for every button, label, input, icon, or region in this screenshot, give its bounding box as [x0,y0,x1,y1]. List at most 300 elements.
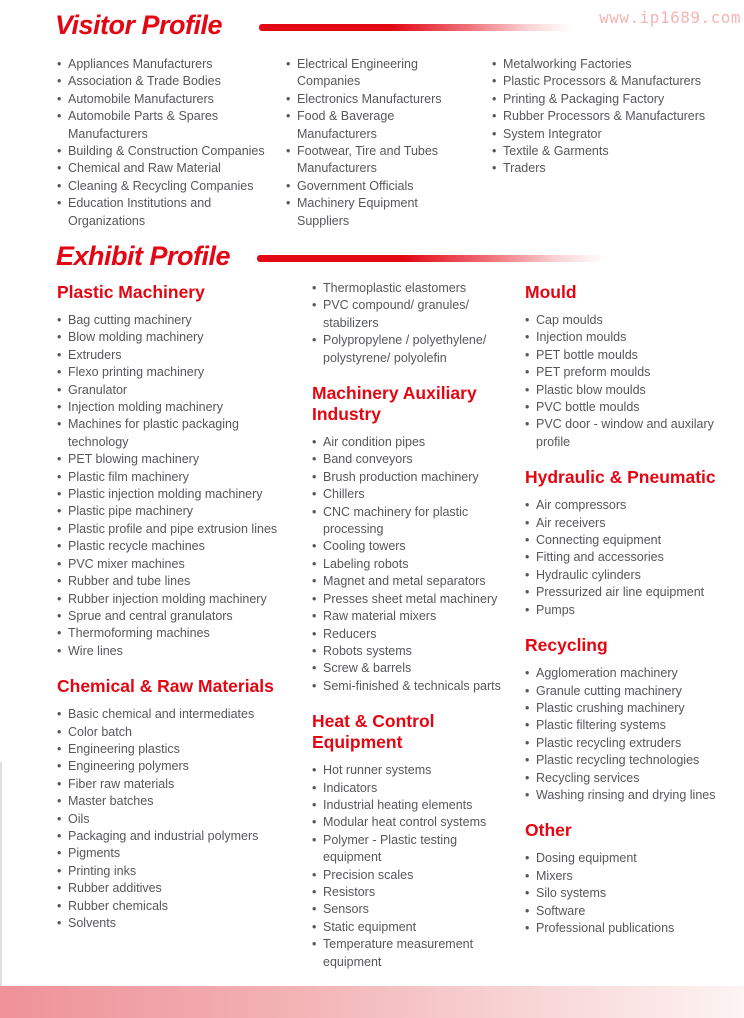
list-item-text: Dosing equipment [536,851,637,866]
list-item [312,469,517,486]
list-item-text: Magnet and metal separators [323,574,486,589]
bullet-icon: • [312,281,317,295]
bullet-icon: • [57,759,62,774]
list-item [286,108,473,143]
section-list [57,312,295,660]
list-item-text: Static equipment [323,919,417,934]
list-item-text: Food & Baverage Manufacturers [297,109,395,141]
bullet-icon: • [57,521,62,536]
list-item [312,573,517,590]
bullet-icon: • [312,661,317,676]
list-item [312,814,517,831]
bullet-icon: • [525,533,530,548]
list-item-text: Plastic crushing machinery [536,700,685,715]
list-item-text: Semi-finished & technicals parts [323,678,501,693]
list-item [57,608,295,625]
list-item [525,382,743,399]
list-item [57,625,295,642]
section-list [525,312,743,451]
list-item [57,521,295,538]
bullet-icon: • [57,724,62,739]
section-heading: Plastic Machinery [57,282,205,302]
list-item [525,700,743,717]
list-item [57,758,295,775]
bullet-icon: • [312,678,317,693]
list-item-text: Plastic pipe machinery [68,504,194,519]
list-item [57,56,282,73]
visitor-column-2 [286,56,473,230]
section-list [312,434,517,695]
list-item-text: Plastic recycling technologies [536,753,700,768]
list-item-text: PVC bottle moulds [536,400,640,415]
list-item [525,347,743,364]
list-item-text: PET preform moulds [536,365,651,380]
list-item-text: PVC compound/ granules/ stabilizers [323,298,469,330]
bullet-icon: • [525,400,530,415]
bullet-icon: • [525,365,530,380]
list-item-text: Sprue and central granulators [68,608,233,623]
list-item [492,126,742,143]
bullet-icon: • [57,330,62,345]
bullet-icon: • [525,718,530,733]
list-item [57,845,295,862]
list-item [57,178,282,195]
bullet-icon: • [57,846,62,861]
list-item [525,903,743,920]
bullet-icon: • [525,787,530,802]
list-item-text: Plastic Processors & Manufacturers [503,74,701,89]
list-item-text: Automobile Manufacturers [68,91,214,106]
list-item [492,56,742,73]
list-item-text: Hydraulic cylinders [536,567,641,582]
bullet-icon: • [525,851,530,866]
list-item-text: Industrial heating elements [323,797,473,812]
watermark-text: www.ip1689.com [599,8,741,27]
bullet-icon: • [525,753,530,768]
bullet-icon: • [525,683,530,698]
list-item [312,486,517,503]
list-item-text: Reducers [323,626,377,641]
bullet-icon: • [312,333,317,348]
bullet-icon: • [492,109,497,124]
bullet-icon: • [57,707,62,722]
list-item-text: Silo systems [536,886,607,901]
exhibit-profile-title: Exhibit Profile [56,241,231,271]
bullet-icon: • [57,643,62,658]
list-item [57,793,295,810]
list-item-text: Rubber additives [68,881,162,896]
list-item-text: Professional publications [536,920,675,935]
list-item-text: Plastic injection molding machinery [68,487,263,502]
list-item-text: PET bottle moulds [536,347,638,362]
list-item [525,787,743,804]
bullet-icon: • [312,609,317,624]
bullet-icon: • [312,763,317,778]
bullet-icon: • [286,57,291,71]
list-item-text: Air compressors [536,498,627,513]
list-item [312,538,517,555]
bullet-icon: • [312,902,317,917]
list-item-text: Sensors [323,902,369,917]
exhibit-column-2 [312,280,517,971]
bullet-icon: • [525,347,530,362]
section-heading: Heat & Control Equipment [312,711,435,753]
bullet-icon: • [525,735,530,750]
list-item-text: Thermoplastic elastomers [323,281,467,295]
scan-edge-artifact [0,762,2,986]
bullet-icon: • [525,313,530,327]
list-item-text: Fitting and accessories [536,550,664,565]
list-item [57,538,295,555]
bullet-icon: • [312,435,317,450]
list-item-text: Printing & Packaging Factory [503,91,665,106]
list-item-text: Presses sheet metal machinery [323,591,498,606]
list-item-text: Rubber chemicals [68,898,169,913]
list-item-text: System Integrator [503,126,602,141]
bullet-icon: • [492,57,497,71]
list-item [312,797,517,814]
list-item [312,901,517,918]
bullet-icon: • [57,504,62,519]
bullet-icon: • [57,881,62,896]
bullet-icon: • [57,417,62,432]
section-list [525,850,743,937]
list-item [286,56,473,91]
bullet-icon: • [57,741,62,756]
list-item [312,451,517,468]
bullet-icon: • [312,815,317,830]
list-item [525,752,743,769]
list-item-text: Footwear, Tire and Tubes Manufacturers [297,144,439,176]
bullet-icon: • [57,487,62,502]
bullet-icon: • [57,109,62,124]
section-heading: Other [525,820,572,841]
list-item-text: Recycling services [536,770,640,785]
list-item-text: Software [536,903,586,918]
bullet-icon: • [57,794,62,809]
list-item-text: Injection moulds [536,330,627,345]
list-item-text: Appliances Manufacturers [68,57,213,71]
list-item [492,91,742,108]
list-item-text: Traders [503,161,546,176]
bullet-icon: • [57,863,62,878]
list-item-text: Extruders [68,347,122,362]
list-item [312,434,517,451]
bullet-icon: • [57,196,62,211]
list-item [57,399,295,416]
list-item-text: Plastic blow moulds [536,382,646,397]
list-item-text: Polypropylene / polyethylene/ polystyrene/ polyolefin [323,333,487,365]
list-item [312,919,517,936]
list-item-text: Cleaning & Recycling Companies [68,178,254,193]
bullet-icon: • [525,498,530,513]
list-item-text: Rubber and tube lines [68,574,191,589]
list-item [312,556,517,573]
list-item [525,770,743,787]
bullet-icon: • [57,574,62,589]
list-item-text: Plastic filtering systems [536,718,666,733]
list-item-text: PVC door - window and auxilary profile [536,417,714,449]
bullet-icon: • [525,920,530,935]
list-item-text: Cap moulds [536,313,603,327]
list-item-text: Rubber injection molding machinery [68,591,267,606]
list-item-text: Fiber raw materials [68,776,175,791]
list-item [492,73,742,90]
list-item-text: CNC machinery for plastic processing [323,504,469,537]
list-item-text: Robots systems [323,643,412,658]
bullet-icon: • [286,178,291,193]
bullet-icon: • [57,916,62,930]
list-item-text: Flexo printing machinery [68,365,205,380]
list-item [57,776,295,793]
bullet-icon: • [312,591,317,606]
bullet-icon: • [57,74,62,89]
bullet-icon: • [525,567,530,582]
list-item-text: Pigments [68,846,121,861]
bullet-icon: • [57,469,62,484]
list-item [312,936,517,971]
list-item [57,706,295,723]
visitor-column-3 [492,56,742,178]
list-item [492,108,742,125]
list-item-text: Plastic film machinery [68,469,189,484]
bullet-icon: • [492,74,497,89]
list-item-text: Machines for plastic packaging technology [68,417,239,449]
bullet-icon: • [312,539,317,554]
list-item-text: Textile & Garments [503,144,609,159]
bullet-icon: • [57,608,62,623]
bullet-icon: • [286,144,291,159]
list-item-text: Temperature measurement equipment [323,937,474,969]
bullet-icon: • [525,382,530,397]
red-gradient-rule [259,24,571,31]
bullet-icon: • [312,780,317,795]
list-item [525,549,743,566]
list-item [525,497,743,514]
bullet-icon: • [525,550,530,565]
list-item-text: Agglomeration machinery [536,666,678,681]
red-gradient-rule [257,255,605,262]
list-item-text: Indicators [323,780,378,795]
list-item-text: Connecting equipment [536,533,662,548]
list-item-text: Injection molding machinery [68,400,223,415]
list-item-text: Building & Construction Companies [68,144,265,159]
list-item [312,832,517,867]
section-heading: Chemical & Raw Materials [57,676,274,697]
list-item [57,312,295,329]
list-item-text: Basic chemical and intermediates [68,707,255,722]
bullet-icon: • [57,57,62,71]
bullet-icon: • [525,770,530,785]
list-item [57,811,295,828]
bullet-icon: • [312,574,317,589]
list-item [312,608,517,625]
list-item-text: Granulator [68,382,128,397]
list-item [525,665,743,682]
list-item [286,178,473,195]
list-item [312,884,517,901]
bullet-icon: • [492,126,497,141]
visitor-column-1 [57,56,282,230]
bottom-gradient-band [0,986,744,1018]
list-item-text: Chillers [323,487,365,502]
list-item [57,556,295,573]
list-item-text: Screw & barrels [323,661,412,676]
bullet-icon: • [492,161,497,176]
list-item [57,329,295,346]
list-item-text: Color batch [68,724,132,739]
bullet-icon: • [312,504,317,519]
bullet-icon: • [312,937,317,952]
bullet-icon: • [525,417,530,432]
bullet-icon: • [57,178,62,193]
list-item-text: Thermoforming machines [68,626,210,641]
bullet-icon: • [492,144,497,159]
list-item-text: Mixers [536,868,573,883]
bullet-icon: • [492,91,497,106]
list-item [312,660,517,677]
bullet-icon: • [312,487,317,502]
list-item-text: Machinery Equipment Suppliers [297,196,418,228]
section-list [525,497,743,619]
section-heading: Mould [525,282,577,302]
list-item [525,532,743,549]
bullet-icon: • [57,400,62,415]
bullet-icon: • [57,539,62,554]
list-item [525,717,743,734]
exhibit-column-1 [57,282,295,932]
list-item-text: Modular heat control systems [323,815,487,830]
section-heading: Recycling [525,635,608,656]
list-item [57,880,295,897]
list-item-text: Band conveyors [323,452,413,467]
list-item-text: Chemical and Raw Material [68,161,221,176]
list-item [525,602,743,619]
list-item [57,160,282,177]
list-item [312,780,517,797]
bullet-icon: • [57,591,62,606]
list-item [492,160,742,177]
list-item [312,504,517,539]
list-item-text: Precision scales [323,867,414,882]
list-item [57,73,282,90]
bullet-icon: • [57,365,62,380]
list-item [57,724,295,741]
list-item [312,332,517,367]
bullet-icon: • [312,832,317,847]
bullet-icon: • [525,602,530,617]
bullet-icon: • [57,898,62,913]
list-item-text: Association & Trade Bodies [68,74,221,89]
list-item [57,143,282,160]
bullet-icon: • [525,666,530,681]
list-item [525,312,743,329]
list-item [57,451,295,468]
list-item [312,867,517,884]
bullet-icon: • [312,556,317,571]
list-item-text: Solvents [68,916,116,930]
bullet-icon: • [57,452,62,467]
bullet-icon: • [57,811,62,826]
list-item-text: Packaging and industrial polymers [68,828,259,843]
bullet-icon: • [312,919,317,934]
list-item [57,741,295,758]
list-item-text: Plastic profile and pipe extrusion lines [68,521,278,536]
list-item-text: Air condition pipes [323,435,426,450]
section-list [525,665,743,804]
list-item [525,885,743,902]
bullet-icon: • [312,867,317,882]
bullet-icon: • [286,196,291,211]
list-item-text: Electronics Manufacturers [297,91,442,106]
list-item [57,643,295,660]
list-item [312,678,517,695]
list-item-text: Metalworking Factories [503,57,632,71]
list-item [312,643,517,660]
list-item-text: Rubber Processors & Manufacturers [503,109,706,124]
list-item-text: Pressurized air line equipment [536,585,705,600]
list-item [312,280,517,297]
list-item-text: Hot runner systems [323,763,432,778]
list-item [57,503,295,520]
list-item-text: Plastic recycle machines [68,539,205,554]
list-item [525,364,743,381]
exhibit-column-3 [525,282,743,937]
list-item [57,108,282,143]
bullet-icon: • [57,556,62,571]
list-item-text: Government Officials [297,178,414,193]
list-item [525,416,743,451]
list-item [525,329,743,346]
list-item-text: Master batches [68,794,154,809]
list-item [57,573,295,590]
list-item-text: PVC mixer machines [68,556,185,571]
bullet-icon: • [57,382,62,397]
bullet-icon: • [57,144,62,159]
list-item [57,898,295,915]
list-item-text: Brush production machinery [323,469,479,484]
list-item [492,143,742,160]
list-item [57,863,295,880]
list-item-text: Raw material mixers [323,609,437,624]
list-item-text: Blow molding machinery [68,330,204,345]
visitor-profile-title: Visitor Profile [55,10,223,40]
bullet-icon: • [525,515,530,530]
bullet-icon: • [525,700,530,715]
bullet-icon: • [312,884,317,899]
bullet-icon: • [57,828,62,843]
list-item [312,626,517,643]
list-item [57,364,295,381]
section-heading: Hydraulic & Pneumatic [525,467,716,488]
bullet-icon: • [525,868,530,883]
list-item-text: Automobile Parts & Spares Manufacturers [68,109,219,141]
list-item [312,591,517,608]
list-item [525,567,743,584]
list-item-text: Labeling robots [323,556,409,571]
bullet-icon: • [312,797,317,812]
list-item [525,850,743,867]
list-item [57,591,295,608]
list-item-text: Plastic recycling extruders [536,735,682,750]
bullet-icon: • [312,452,317,467]
list-item [57,828,295,845]
bullet-icon: • [57,313,62,327]
list-item-text: Printing inks [68,863,137,878]
bullet-icon: • [525,330,530,345]
section-heading: Machinery Auxiliary Industry [312,383,477,425]
bullet-icon: • [525,585,530,600]
